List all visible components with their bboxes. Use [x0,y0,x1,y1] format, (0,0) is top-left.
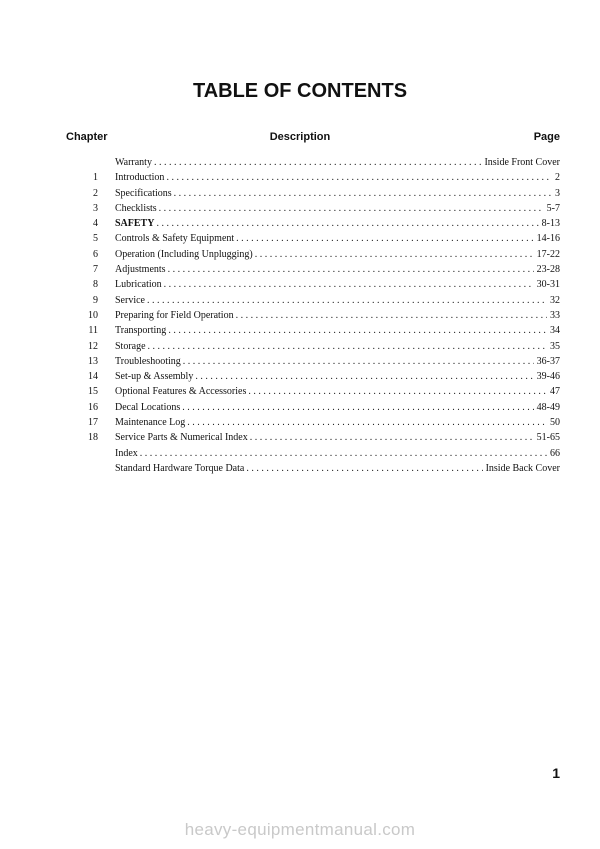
toc-description: Lubrication [115,279,162,291]
toc-page-ref: 33 [550,309,560,321]
chapter-number: 7 [93,264,98,276]
dot-leader [174,186,552,201]
toc-row [0,170,600,185]
toc-page-ref: 23-28 [536,264,560,276]
dot-leader [182,400,533,415]
chapter-number: 16 [88,401,98,413]
toc-page-ref: 39-46 [536,371,560,383]
dot-leader [168,323,547,338]
dot-leader [246,461,482,476]
toc-row [0,231,600,246]
dot-leader [154,155,482,170]
toc-entry [115,400,560,415]
chapter-number: 1 [93,172,98,184]
toc-page-ref: 51-65 [536,432,560,444]
toc-description: Storage [115,340,146,352]
toc-row [0,446,600,461]
toc-description: Specifications [115,187,172,199]
dot-leader [148,339,547,354]
toc-page-ref: 2 [555,172,560,184]
watermark: heavy-equipmentmanual.com [184,820,416,839]
dot-leader [156,216,538,231]
toc-entry [115,430,560,445]
toc-description: Operation (Including Unplugging) [115,248,253,260]
chapter-number: 6 [93,248,98,260]
toc-entry [115,369,560,384]
toc-entry [115,293,560,308]
toc-entry [115,262,560,277]
toc-description: Checklists [115,202,157,214]
toc-description: Set-up & Assembly [115,371,194,383]
toc-entry [115,354,560,369]
toc-row [0,354,600,369]
toc-row [0,461,600,476]
dot-leader [147,293,547,308]
chapter-number: 13 [88,355,98,367]
toc-row [0,262,600,277]
toc-entry [115,155,560,170]
toc-page-ref: 34 [550,325,560,337]
chapter-number: 8 [93,279,98,291]
toc-row [0,339,600,354]
dot-leader [183,354,534,369]
chapter-number: 5 [93,233,98,245]
dot-leader [168,262,534,277]
toc-description: Optional Features & Accessories [115,386,247,398]
toc-page-ref: 5-7 [546,202,560,214]
toc-description: Service Parts & Numerical Index [115,432,248,444]
toc-description: Controls & Safety Equipment [115,233,235,245]
chapter-number: 2 [93,187,98,199]
toc-row [0,400,600,415]
toc-entry [115,384,560,399]
description-column-header: Description [269,131,331,143]
chapter-number: 11 [88,325,98,337]
toc-page-ref: Inside Front Cover [484,157,560,168]
dot-leader [255,247,534,262]
toc-page-ref: 48-49 [536,401,560,413]
page-number: 1 [552,765,560,781]
toc-row [0,308,600,323]
chapter-number: 18 [88,432,98,444]
toc-entry [115,247,560,262]
toc-description: Maintenance Log [115,417,186,429]
dot-leader [164,277,534,292]
toc-entry [115,323,560,338]
page-column-header: Page [533,131,560,143]
toc-row [0,277,600,292]
chapter-number: 3 [93,202,98,214]
toc-page-ref: Inside Back Cover [485,462,560,474]
toc-page-ref: 8-13 [541,218,560,230]
chapter-number: 14 [88,371,98,383]
dot-leader [166,170,552,185]
dot-leader [159,201,544,216]
toc-entry [115,186,560,201]
chapter-number: 12 [88,340,98,352]
chapter-number: 4 [93,218,98,230]
toc-row [0,323,600,338]
toc-description: Standard Hardware Torque Data [115,462,245,474]
chapter-number: 15 [88,386,98,398]
toc-page-ref: 17-22 [536,248,560,260]
chapter-number: 10 [88,309,98,321]
toc-row [0,369,600,384]
page-title: TABLE OF CONTENTS [192,80,408,102]
toc-row [0,155,600,170]
toc-description: Transporting [115,325,167,337]
toc-description: Introduction [115,172,165,184]
toc-row [0,216,600,231]
toc-entry [115,461,560,476]
toc-row [0,186,600,201]
toc-page-ref: 36-37 [536,355,560,367]
toc-description: Service [115,294,145,306]
toc-page-ref: 47 [550,386,560,398]
dot-leader [187,415,547,430]
toc-list [0,155,600,476]
toc-page-ref: 30-31 [536,279,560,291]
toc-entry [115,201,560,216]
toc-page-ref: 50 [550,417,560,429]
toc-description: Adjustments [115,264,166,276]
toc-entry [115,308,560,323]
toc-description: Decal Locations [115,401,181,413]
dot-leader [248,384,547,399]
dot-leader [140,446,547,461]
toc-page-ref: 3 [555,187,560,199]
toc-description: SAFETY [115,218,155,230]
toc-row [0,201,600,216]
dot-leader [236,308,547,323]
chapter-number: 9 [93,294,98,306]
toc-entry [115,216,560,231]
toc-entry [115,231,560,246]
toc-entry [115,277,560,292]
toc-description: Preparing for Field Operation [115,309,234,321]
toc-page-ref: 35 [550,340,560,352]
toc-row [0,293,600,308]
toc-description: Troubleshooting [115,355,181,367]
toc-description: Index [115,447,138,459]
dot-leader [236,231,534,246]
dot-leader [250,430,534,445]
chapter-column-header: Chapter [66,131,108,143]
dot-leader [195,369,533,384]
toc-page-ref: 32 [550,294,560,306]
chapter-number: 17 [88,417,98,429]
toc-row [0,430,600,445]
toc-row [0,384,600,399]
toc-description: Warranty [115,157,152,168]
toc-row [0,247,600,262]
toc-entry [115,446,560,461]
toc-row [0,415,600,430]
toc-page-ref: 14-16 [536,233,560,245]
toc-entry [115,415,560,430]
toc-entry [115,339,560,354]
toc-entry [115,170,560,185]
toc-page-ref: 66 [550,447,560,459]
